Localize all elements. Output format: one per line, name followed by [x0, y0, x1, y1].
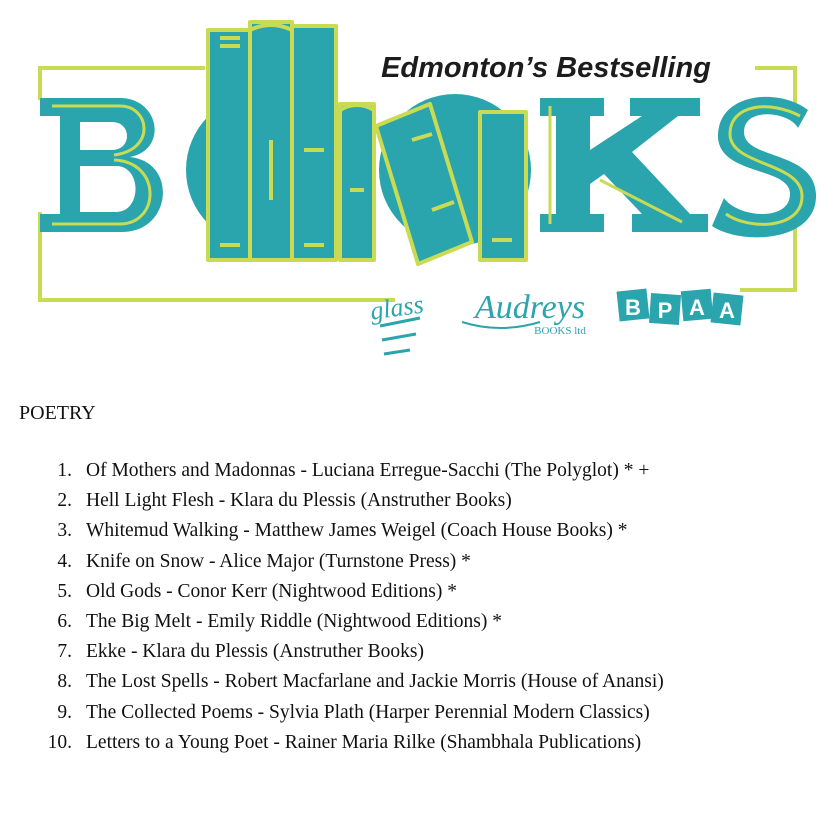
list-item-number: 7.	[57, 641, 72, 663]
svg-text:BOOKS ltd: BOOKS ltd	[534, 325, 586, 337]
list-item-entry: Knife on Snow - Alice Major (Turnstone Press) *	[86, 550, 471, 572]
letter-s	[712, 97, 816, 238]
svg-text:glass: glass	[368, 289, 426, 326]
svg-text:B: B	[625, 295, 641, 320]
book-6	[480, 112, 526, 260]
header-subtitle: Edmonton’s Bestselling	[381, 52, 711, 84]
glass-logo	[368, 290, 425, 354]
book-4	[340, 104, 374, 260]
letter-k	[540, 98, 708, 232]
book-1	[208, 30, 250, 260]
list-item-number: 3.	[57, 520, 72, 542]
list-item-number: 6.	[57, 610, 72, 632]
list-item-number: 10.	[47, 731, 72, 753]
header-banner	[0, 0, 838, 380]
list-item-entry: Ekke - Klara du Plessis (Anstruther Books)	[86, 641, 424, 663]
list-item-number: 8.	[57, 671, 72, 693]
list-item-entry: The Collected Poems - Sylvia Plath (Harper Perennial Modern Classics)	[86, 701, 650, 723]
list-item-entry: The Big Melt - Emily Riddle (Nightwood Editions) *	[86, 610, 502, 632]
letter-b	[40, 98, 163, 232]
book-3	[292, 26, 336, 260]
list-item-entry: Letters to a Young Poet - Rainer Maria Rilke (Shambhala Publications)	[86, 731, 642, 753]
list-item-entry: Of Mothers and Madonnas - Luciana Erregue-Sacchi (The Polyglot) * +	[86, 460, 650, 481]
section-title: POETRY	[19, 402, 96, 424]
list-item-number: 9.	[57, 701, 72, 723]
list-item-number: 1.	[57, 460, 72, 481]
bpaa-logo	[617, 289, 744, 326]
svg-text:A: A	[719, 298, 735, 323]
list-item-number: 5.	[57, 580, 72, 602]
svg-text:A: A	[689, 295, 705, 320]
svg-text:Audreys: Audreys	[474, 289, 586, 326]
list-item-number: 4.	[57, 550, 72, 572]
audreys-books-logo	[462, 289, 586, 337]
list-item-entry: The Lost Spells - Robert Macfarlane and Jackie Morris (House of Anansi)	[86, 671, 664, 693]
svg-text:P: P	[657, 298, 673, 323]
list-item-entry: Hell Light Flesh - Klara du Plessis (Anstruther Books)	[86, 490, 512, 512]
list-item-entry: Whitemud Walking - Matthew James Weigel (Coach House Books) *	[86, 520, 628, 542]
list-item-number: 2.	[57, 490, 72, 512]
list-item-entry: Old Gods - Conor Kerr (Nightwood Editions) *	[86, 580, 458, 602]
